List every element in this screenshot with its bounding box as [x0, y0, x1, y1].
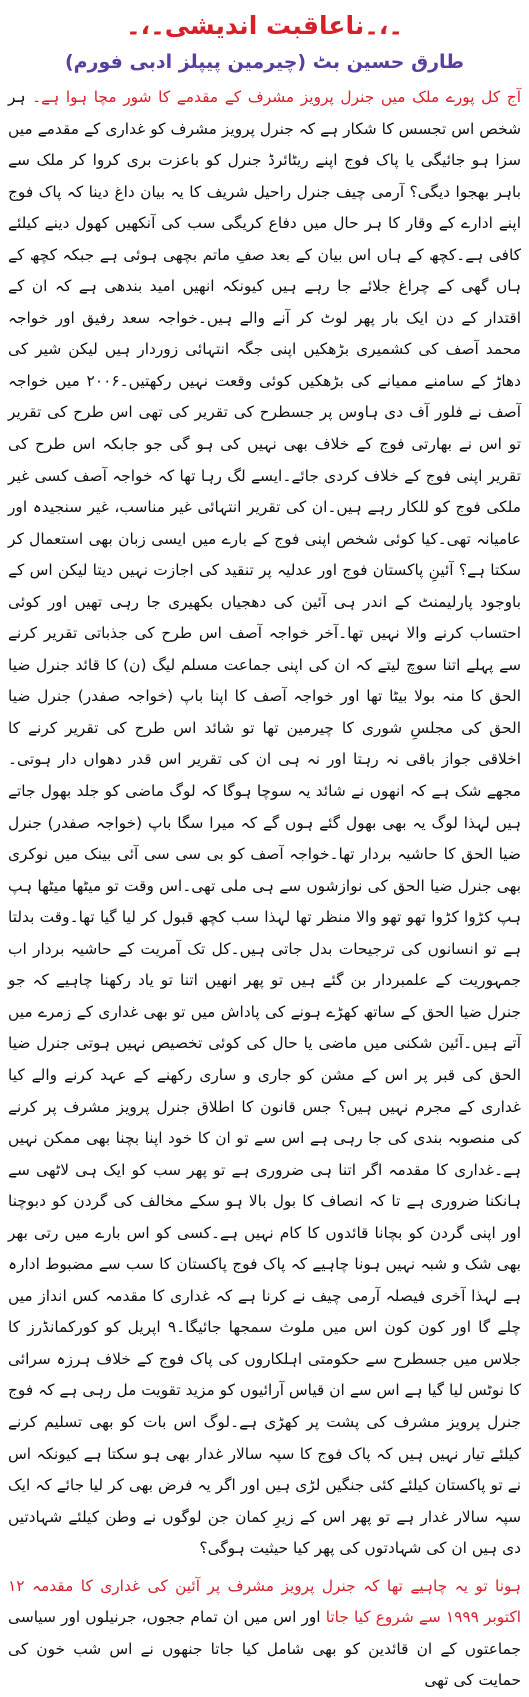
closing-paragraph-lead: ہونا تو یہ چاہیے تھا کہ جنرل پرویز مشرف پر آئین کی غداری کا مقدمہ ۱۲ اکتوبر ۱۹۹۹ سے شروع کیا جاتا	[8, 1576, 521, 1627]
article-byline: طارق حسین بٹ (چیرمین پیپلز ادبی فورم)	[64, 51, 465, 73]
article-lead: آج کل پورے ملک میں جنرل پرویز مشرف کے مقدمے کا شور مچا ہوا ہے۔	[32, 88, 521, 106]
closing-paragraph-text: اور اس میں ان تمام ججوں، جرنیلوں اور سیاسی جماعتوں کے ان قائدین کو بھی شامل کیا جاتا جنھوں نے اس شب خون کی حمایت کی تھی	[8, 1608, 521, 1690]
article-body-text: ہر شخص اس تجسس کا شکار ہے کہ جنرل پرویز مشرف کو غداری کے مقدمے میں سزا ہو جائیگی یا پاک فوج اپنے ریٹائرڈ جنرل کو باعزت بری کروا کر ملک سے باہر بھجوا دیگی؟ آرمی چیف جنرل راحیل شریف کا یہ بیان داغ دینا کہ پاک فوج اپنے ادارے کے وقار کا ہر حال میں دفاع کریگی سب کی آنکھیں کھول دینے کیلئے کافی ہے۔کچھ کے ہاں اس بیان کے بعد صفِ ماتم بچھی ہوئی ہے جبکہ کچھ کے ہاں گھی کے چراغ جلائے جا رہے ہیں کیونکہ انھیں امید بندھی ہے کہ ان کے اقتدار کے دن ایک بار پھر لوٹ کر آنے والے ہیں۔خواجہ سعد رفیق اور خواجہ محمد آصف کی کشمیری بڑھکیں اپنی جگہ انتہائی زوردار ہیں لیکن شیر کی دھاڑ کے سامنے ممیانے کی بڑھکیں کوئی وقعت نہیں رکھتیں۔۲۰۰۶ میں خواجہ آصف نے فلور آف دی ہاوس پر جسطرح کی تقریر کی تھی اس طرح کی تقریر تو اس نے بھارتی فوج کے خلاف بھی نہیں کی ہو گی جو جابکہ اس طرح کی تقریر اپنی فوج کے خلاف کردی جائے۔ایسے لگ رہا تھا کہ خواجہ آصف کسی غیر ملکی فوج کو للکار رہے ہیں۔ان کی تقریر انتہائی غیر مناسب، غیر سنجیدہ اور عامیانہ تھی۔کیا کوئی شخص اپنی فوج کے بارے میں ایسی زبان بھی استعمال کر سکتا ہے؟ آئینِ پاکستان فوج اور عدلیہ پر تنقید کی اجازت نہیں دیتا لیکن اس کے باوجود پارلیمنٹ کے اندر ہی آئین کی دھجیاں بکھیری جا رہی تھیں اور کوئی احتساب کرنے والا نہیں تھا۔آخر خواجہ آصف اس طرح کی جذباتی تقریر کرنے سے پہلے اتنا سوچ لیتے کہ ان کی اپنی جماعت مسلم لیگ (ن) کا قائد جنرل ضیا الحق کا منہ بولا بیٹا تھا اور خواجہ آصف کا اپنا باپ (خواجہ صفدر) جنرل ضیا الحق کی مجلسِ شوری کا چیرمین تھا تو شائد اس طرح کی تقریر کرنے کا اخلاقی جواز باقی نہ رہتا اور نہ ہی ان کی تقریر اس قدر دھواں دار ہوتی۔مجھے شک ہے کہ انھوں نے شائد یہ سوچا ہوگا کہ لوگ ماضی کو جلد بھول جاتے ہیں لہذا لوگ یہ بھی بھول گئے ہوں گے کہ میرا سگا باپ (خواجہ صفدر) جنرل ضیا الحق کا حاشیہ بردار تھا۔خواجہ آصف کو بی سی سی آئی بینک میں نوکری بھی جنرل ضیا الحق کی نوازشوں سے ہی ملی تھی۔اس وقت تو میٹھا میٹھا ہپ ہپ کڑوا کڑوا تھو تھو والا منظر تھا لہذا سب کچھ قبول کر لیا گیا تھا۔وقت بدلتا ہے تو انسانوں کی ترجیحات بدل جاتی ہیں۔کل تک آمریت کے حاشیہ بردار اب جمہوریت کے علمبردار بن گئے ہیں تو پھر انھیں اتنا تو یاد رکھنا چاہیے کہ جو جنرل ضیا الحق کے ساتھ کھڑے ہونے کی پاداش میں تو بھی غداری کے زمرے میں آتے ہیں۔آئین شکنی میں ماضی یا حال کی کوئی تخصیص نہیں ہوتی جنرل ضیا الحق کی قبر پر اس کے مشن کو جاری و ساری رکھنے کے عہد کرنے والے کیا غداری کے مجرم نہیں ہیں؟ جس قانون کا اطلاق جنرل پرویز مشرف پر کرنے کی منصوبہ بندی کی جا رہی ہے اس سے تو ان کا خود اپنا بچنا بھی ممکن نہیں ہے۔غداری کا مقدمہ اگر اتنا ہی ضروری ہے تو پھر سب کو ایک ہی لاٹھی سے ہانکنا ضروری ہے تا کہ انصاف کا بول بالا ہو سکے مخالف کی گردن کو دبوچنا اور اپنی گردن کو بچانا قائدوں کا کام نہیں ہے۔کسی کو اس بارے میں رتی بھر بھی شک و شبہ نہیں ہونا چاہیے کہ پاک فوج پاکستان کا سب سے مضبوط ادارہ ہے لہذا آخری فیصلہ آرمی چیف نے کرنا ہے کہ غداری کا مقدمہ کس انداز میں چلے گا اور کون کون اس میں ملوث سمجھا جائیگا۔۹ اپریل کو کورکمانڈرز کا جلاس میں جسطرح سے حکومتی اہلکاروں کی پاک فوج کے خلاف ہرزہ سرائی کا نوٹس لیا گیا ہے اس سے ان قیاس آرائیوں کو مزید تقویت مل رہی ہے کہ فوج جنرل پرویز مشرف کی پشت پر کھڑی ہے۔لوگ اس بات کو بھی تسلیم کرنے کیلئے تیار نہیں ہیں کہ پاک فوج کا سپہ سالار غدار بھی ہو سکتا ہے کیونکہ اس نے تو پاکستان کیلئے کئی جنگیں لڑی ہیں اور اگر یہ فرض بھی کر لیا جائے کہ ایک سپہ سالار غدار ہے تو پھر اس کے زیرِ کمان جن لوگوں نے وطن کیلئے شہادتیں دی ہیں ان کی شہادتوں کی پھر کیا حیثیت ہوگی؟	[8, 88, 521, 1558]
article-body	[8, 82, 521, 1565]
article-title: ۔،۔ناعاقبت اندیشی۔،۔	[125, 11, 404, 40]
article-closing-paragraph	[8, 1571, 521, 1697]
